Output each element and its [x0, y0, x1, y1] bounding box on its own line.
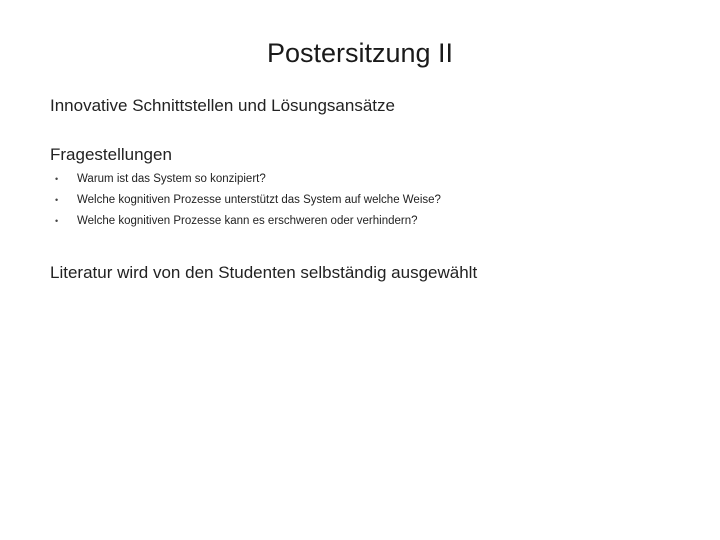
- slide-title: Postersitzung II: [266, 38, 454, 68]
- slide-subtitle: Innovative Schnittstellen und Lösungsansätze: [50, 96, 395, 115]
- question-text: Welche kognitiven Prozesse unterstützt das System auf welche Weise?: [77, 194, 441, 206]
- literature-note: Literatur wird von den Studenten selbständig ausgewählt: [50, 263, 478, 282]
- questions-heading: Fragestellungen: [50, 145, 172, 164]
- bullet-icon: •: [55, 216, 59, 226]
- bullet-icon: •: [55, 174, 59, 184]
- question-text: Welche kognitiven Prozesse kann es erschweren oder verhindern?: [77, 215, 418, 227]
- bullet-icon: •: [55, 195, 59, 205]
- question-text: Warum ist das System so konzipiert?: [77, 173, 266, 185]
